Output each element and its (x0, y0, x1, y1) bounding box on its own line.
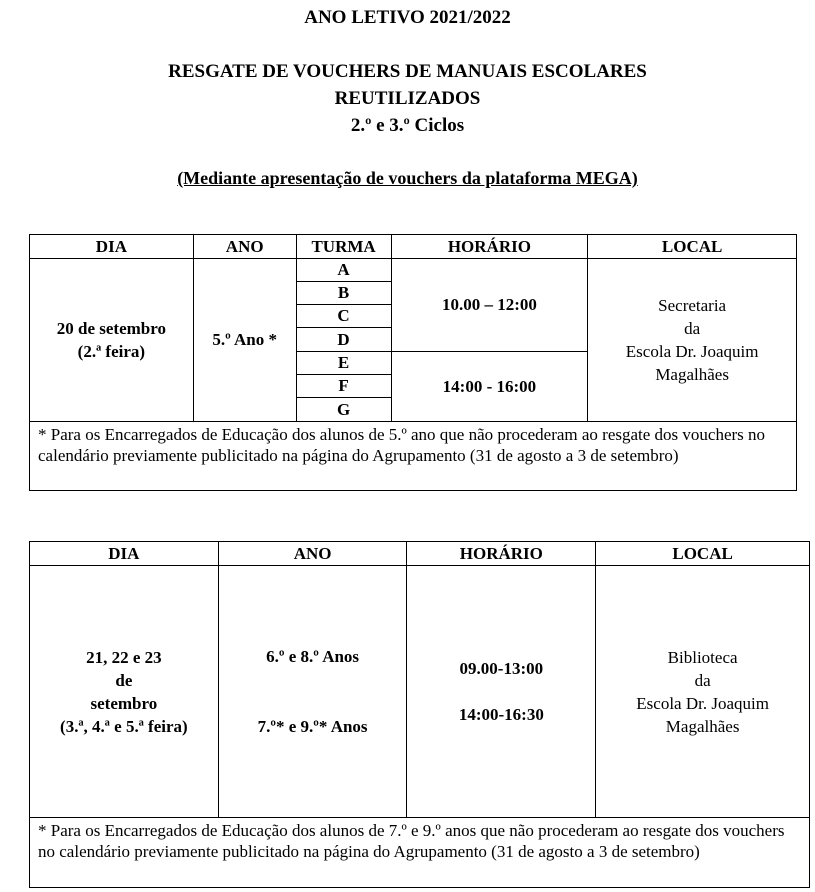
class-cell: A (296, 259, 391, 282)
title-line-2: REUTILIZADOS (334, 88, 481, 109)
day-line: de (115, 670, 133, 690)
day-line: (3.ª, 4.ª e 5.ª feira) (60, 716, 188, 736)
table-header-row (30, 542, 810, 566)
location-line: Escola Dr. Joaquim (625, 342, 759, 361)
location-line: Biblioteca (667, 647, 738, 667)
class-cell: C (296, 305, 391, 328)
class-cell: D (296, 328, 391, 352)
header-ano: ANO (218, 542, 407, 566)
location-line: Magalhães (655, 365, 729, 384)
voucher-platform-note: (Mediante apresentação de vouchers da plataforma MEGA) (177, 168, 638, 188)
year-group-1: 6.º e 8.º Anos (266, 646, 360, 666)
day-line: setembro (90, 693, 158, 713)
schedule-morning: 10.00 – 12:00 (391, 259, 588, 352)
header-dia: DIA (30, 542, 219, 566)
schedule-morning: 09.00-13:00 (459, 659, 544, 678)
location-line: Escola Dr. Joaquim (636, 693, 769, 713)
cycles-subtitle: 2.º e 3.º Ciclos (350, 115, 465, 136)
class-cell: B (296, 282, 391, 305)
footnote: * Para os Encarregados de Educação dos alunos de 7.º e 9.º anos que não procederam ao resgate dos vouchers no calendário previamente publicitado na página do Agrupamento (31 de agosto a 3 de setembro) (30, 818, 810, 888)
location-line: Magalhães (665, 716, 740, 736)
day-line: 21, 22 e 23 (86, 647, 162, 667)
school-year-heading: ANO LETIVO 2021/2022 (304, 7, 511, 28)
location-cell (596, 566, 810, 818)
header-local: LOCAL (588, 235, 797, 259)
header-horario: HORÁRIO (407, 542, 596, 566)
header-horario: HORÁRIO (391, 235, 588, 259)
year-group-2: 7.º* e 9.º* Anos (257, 716, 368, 736)
header-ano: ANO (193, 235, 296, 259)
year-cell (218, 566, 407, 818)
footnote: * Para os Encarregados de Educação dos alunos de 5.º ano que não procederam ao resgate dos vouchers no calendário previamente publicitado na página do Agrupamento (31 de agosto a 3 de setembro) (30, 422, 797, 491)
schedule-cell (407, 566, 596, 818)
year-cell: 5.º Ano * (193, 259, 296, 422)
header-local: LOCAL (596, 542, 810, 566)
schedule-table-5th-grade (29, 234, 797, 491)
day-cell (30, 566, 219, 818)
location-line: da (694, 670, 711, 690)
schedule-afternoon: 14:00-16:30 (458, 705, 544, 724)
table-header-row (30, 235, 797, 259)
location-line: da (684, 319, 701, 338)
day-date: 20 de setembro (56, 319, 166, 338)
class-cell: G (296, 398, 391, 422)
class-cell: E (296, 352, 391, 375)
location-line: Secretaria (658, 296, 727, 315)
schedule-afternoon: 14:00 - 16:00 (391, 352, 588, 422)
title-line-1: RESGATE DE VOUCHERS DE MANUAIS ESCOLARES (168, 61, 647, 82)
location-cell (588, 259, 797, 422)
header-dia: DIA (30, 235, 194, 259)
day-cell (30, 259, 194, 422)
day-weekday: (2.ª feira) (77, 342, 146, 361)
header-turma: TURMA (296, 235, 391, 259)
class-cell: F (296, 375, 391, 398)
schedule-table-other-grades (29, 541, 810, 888)
